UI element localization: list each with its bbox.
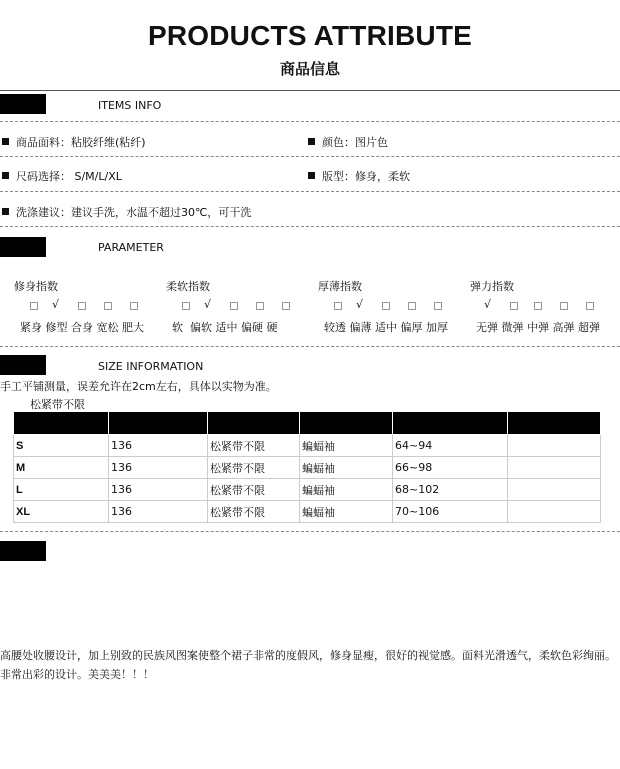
parameter-title: 厚薄指数: [318, 280, 362, 293]
page-subtitle: 商品信息: [279, 60, 340, 78]
table-header-cell: [109, 412, 208, 435]
parameter-scale: [20, 319, 144, 335]
table-header-cell: [508, 412, 601, 435]
checkbox-icon: [334, 302, 342, 310]
section-marker-items-info: [0, 94, 46, 114]
scale-label: 适中: [375, 321, 397, 334]
scale-label: 超弹: [578, 321, 600, 334]
scale-label: 紧身: [20, 321, 42, 334]
scale-label: 偏软: [190, 321, 212, 334]
checkbox-icon: [78, 302, 86, 310]
section-marker-description: [0, 541, 46, 561]
table-cell: 松紧带不限: [208, 479, 300, 501]
table-cell: 松紧带不限: [208, 501, 300, 523]
attr-color: 颜色：图片色: [322, 136, 388, 149]
scale-label: 软: [172, 321, 183, 334]
checkbox-icon: [230, 302, 238, 310]
product-description: 高腰处收腰设计，加上别致的民族风图案使整个裙子非常的度假风，修身显瘦，很好的视觉感。面料光滑透气，柔软色彩绚丽。非常出彩的设计。美美美！！！: [0, 649, 616, 681]
section-title-parameter: PARAMETER: [98, 241, 164, 254]
checkbox-icon: [510, 302, 518, 310]
bullet-icon: [2, 208, 9, 215]
parameter-group: [166, 270, 316, 340]
scale-label: 硬: [266, 321, 278, 334]
parameter-group: [14, 270, 164, 340]
table-cell: 136: [109, 501, 208, 523]
parameter-scale: [172, 319, 278, 335]
checkbox-icon: [256, 302, 264, 310]
table-cell: [508, 479, 601, 501]
size-table: [13, 411, 601, 523]
divider: [0, 156, 620, 157]
scale-label: 偏薄: [349, 321, 372, 334]
table-header-cell: [14, 412, 109, 435]
table-row: [14, 501, 601, 523]
divider: [0, 191, 620, 192]
check-icon: √: [204, 298, 212, 311]
check-icon: √: [52, 298, 60, 311]
table-row: [14, 435, 601, 457]
scale-label: 宽松: [96, 321, 119, 334]
table-cell: 68~102: [393, 479, 508, 501]
table-cell: M: [14, 457, 109, 479]
parameter-title: 弹力指数: [470, 280, 514, 293]
scale-label: 修型: [45, 321, 68, 334]
table-cell: 70~106: [393, 501, 508, 523]
scale-label: 高弹: [552, 321, 575, 334]
parameter-scale: [476, 319, 600, 335]
scale-label: 适中: [215, 321, 238, 334]
divider: [0, 531, 620, 532]
section-title-items-info: ITEMS INFO: [98, 99, 162, 112]
table-header-cell: [393, 412, 508, 435]
scale-label: 无弹: [476, 321, 498, 334]
size-waist-note: 松紧带不限: [30, 398, 85, 411]
checkbox-icon: [408, 302, 416, 310]
parameter-group: [318, 270, 468, 340]
table-cell: 136: [109, 457, 208, 479]
scale-label: 中弹: [527, 321, 549, 334]
scale-label: 偏硬: [241, 321, 263, 334]
table-cell: 64~94: [393, 435, 508, 457]
parameter-group: [470, 270, 620, 340]
table-cell: L: [14, 479, 109, 501]
scale-label: 较透: [324, 321, 346, 334]
checkbox-icon: [282, 302, 290, 310]
scale-label: 加厚: [426, 321, 448, 334]
parameter-grid: [0, 270, 620, 340]
divider: [0, 346, 620, 347]
section-title-size: SIZE INFORMATION: [98, 360, 204, 373]
attr-size: 尺码选择： S/M/L/XL: [16, 170, 122, 183]
table-cell: 136: [109, 435, 208, 457]
table-cell: S: [14, 435, 109, 457]
scale-label: 微弹: [501, 321, 524, 334]
table-header-cell: [208, 412, 300, 435]
header-divider: [0, 90, 620, 91]
attr-wash: 洗涤建议：建议手洗，水温不超过30℃，可干洗: [16, 206, 252, 219]
table-cell: [508, 457, 601, 479]
checkbox-icon: [560, 302, 568, 310]
bullet-icon: [308, 138, 315, 145]
checkbox-icon: [434, 302, 442, 310]
table-cell: [508, 435, 601, 457]
table-cell: 蝙蝠袖: [300, 435, 393, 457]
table-cell: 松紧带不限: [208, 457, 300, 479]
scale-label: 肥大: [122, 321, 144, 334]
table-cell: 蝙蝠袖: [300, 479, 393, 501]
parameter-title: 修身指数: [14, 280, 58, 293]
attr-fit: 版型：修身，柔软: [322, 170, 410, 183]
divider: [0, 226, 620, 227]
table-cell: 蝙蝠袖: [300, 501, 393, 523]
section-marker-size: [0, 355, 46, 375]
parameter-scale: [324, 319, 448, 335]
divider: [0, 121, 620, 122]
scale-label: 合身: [71, 321, 93, 334]
checkbox-icon: [30, 302, 38, 310]
checkbox-icon: [104, 302, 112, 310]
table-cell: 松紧带不限: [208, 435, 300, 457]
check-icon: √: [484, 298, 492, 311]
table-cell: 蝙蝠袖: [300, 457, 393, 479]
bullet-icon: [2, 138, 9, 145]
attr-fabric: 商品面料：粘胶纤维(粘纤): [16, 136, 146, 149]
checkbox-icon: [130, 302, 138, 310]
table-row: [14, 479, 601, 501]
table-cell: 136: [109, 479, 208, 501]
size-measure-note: 手工平铺测量，误差允许在2cm左右，具体以实物为准。: [0, 380, 277, 393]
size-table-header: [14, 412, 601, 435]
section-marker-parameter: [0, 237, 46, 257]
table-cell: 66~98: [393, 457, 508, 479]
checkbox-icon: [182, 302, 190, 310]
table-header-cell: [300, 412, 393, 435]
checkbox-icon: [382, 302, 390, 310]
table-row: [14, 457, 601, 479]
parameter-title: 柔软指数: [166, 280, 210, 293]
page-title: PRODUCTS ATTRIBUTE: [147, 20, 473, 51]
scale-label: 偏厚: [400, 321, 423, 334]
bullet-icon: [2, 172, 9, 179]
checkbox-icon: [586, 302, 594, 310]
bullet-icon: [308, 172, 315, 179]
table-cell: XL: [14, 501, 109, 523]
check-icon: √: [356, 298, 364, 311]
checkbox-icon: [534, 302, 542, 310]
table-cell: [508, 501, 601, 523]
